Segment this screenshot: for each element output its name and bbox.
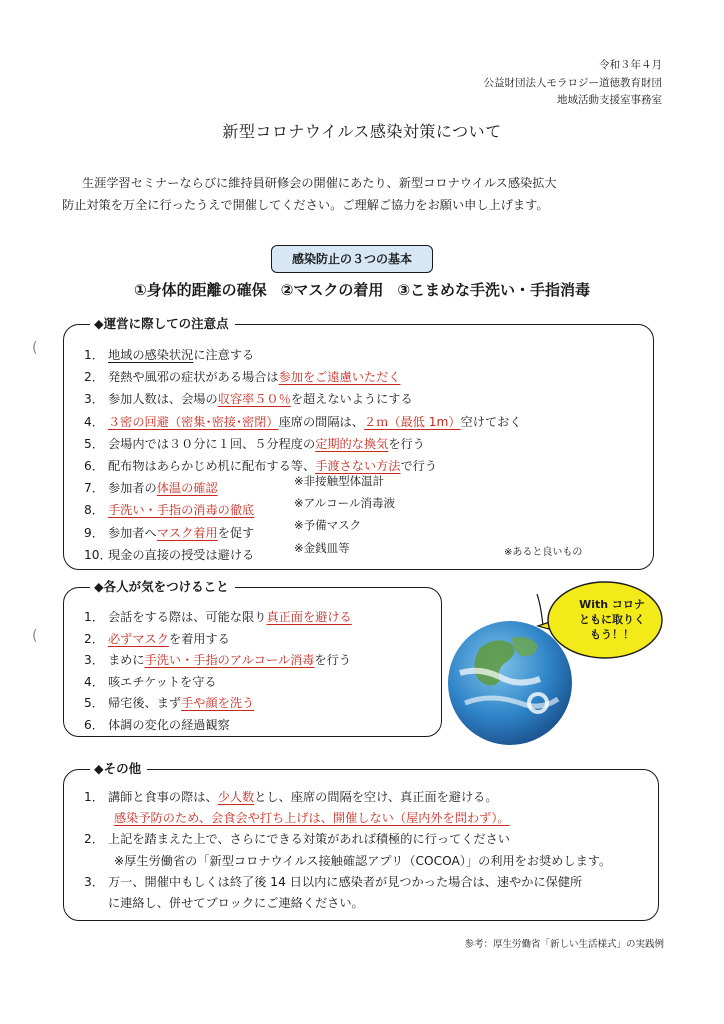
item-text: 上記を踏まえた上で、さらにできる対策があれば積極的に行ってください [108, 832, 510, 847]
note-money-tray: ※金銭皿等 [294, 541, 350, 555]
item-text: ２ｍ（最低 1m） [363, 414, 461, 429]
operation-heading: ◆運営に際しての注意点 [90, 315, 235, 333]
speech-bubble-text: With コロナ ともに取りく もう！！ [579, 598, 645, 641]
basic-handwash: ③こまめな手洗い・手指消毒 [397, 281, 591, 299]
item-text: まめに [108, 653, 145, 667]
note-sanitizer: ※アルコール消毒液 [294, 496, 395, 510]
list-item [84, 872, 582, 892]
personal-heading: ◆各人が気をつけること [90, 578, 235, 596]
item-text: 現金の直接の授受は避ける [108, 547, 255, 562]
page-title: 新型コロナウイルス感染対策について [222, 122, 502, 141]
list-item [84, 523, 254, 543]
item-text: 参加をご遠慮いただく [278, 370, 401, 385]
item-text: で行う [400, 459, 438, 473]
scan-mark: ( [32, 340, 38, 356]
item-number: 10． [84, 547, 112, 562]
list-item [84, 672, 217, 692]
item-text: 会場内では３０分に１回、５分程度の [108, 436, 316, 451]
intro-line-1: 生涯学習セミナーならびに維持員研修会の開催にあたり、新型コロナウイルス感染拡大 [82, 176, 557, 190]
item-text: 咳エチケットを守る [108, 674, 217, 689]
item-number: 2． [84, 631, 104, 646]
item-text: 万一、開催中もしくは終了後 14 日以内に感染者が見つかった場合は、速やかに保健所 [108, 874, 583, 889]
other-heading: ◆その他 [90, 760, 147, 778]
item-text: 地域の感染状況 [108, 348, 194, 362]
item-text: 発熱や風邪の症状がある場合は [108, 370, 279, 385]
item-text: 空けておく [460, 414, 522, 429]
item-text: 少人数 [217, 790, 255, 804]
item-text: を行う [314, 653, 352, 667]
item-text: 会話をする際は、可能な限り [108, 610, 267, 624]
item-text: 必ずマスク [108, 631, 169, 646]
item-text: 体調の変化の経過観察 [108, 717, 230, 732]
item-text: 体温の確認 [156, 481, 218, 496]
item-number: 2． [84, 370, 104, 385]
note-spare-mask: ※予備マスク [294, 518, 362, 532]
item-number: 1． [84, 610, 104, 624]
item-number: 5． [84, 436, 104, 451]
item-number: 6． [84, 717, 104, 732]
item-text: 参加者の [108, 481, 157, 496]
organization-name: 公益財団法人モラロジー道徳教育財団 [483, 77, 662, 89]
item-text: 定期的な換気 [315, 436, 389, 451]
item-number: 3． [84, 874, 104, 889]
item-number: 7． [84, 481, 104, 496]
item-text: 講師と食事の際は、 [108, 790, 218, 804]
list-item [84, 367, 401, 387]
item-number: 6． [84, 459, 104, 473]
item-number: 2． [84, 832, 104, 847]
list-item [108, 893, 364, 913]
list-item [114, 808, 510, 828]
operation-footnote: ※あると良いもの [504, 547, 583, 558]
basics-label-box: 感染防止の３つの基本 [271, 245, 433, 273]
basic-mask: ②マスクの着用 [280, 281, 384, 299]
item-number: 4． [84, 414, 104, 429]
item-text: を行う [388, 436, 425, 451]
item-number: 3． [84, 392, 104, 407]
item-text: 真正面を避ける [266, 610, 352, 624]
list-item [114, 851, 611, 871]
item-number: 8． [84, 503, 104, 518]
item-text: に注意する [193, 348, 255, 362]
reference-note: 参考：厚生労働省「新しい生活様式」の実践例 [464, 939, 664, 950]
item-text: 感染予防のため、会食会や打ち上げは、開催しない（屋内外を問わず）。 [114, 811, 510, 826]
item-number: 3． [84, 653, 104, 667]
item-text: とし、座席の間隔を空け、真正面を避ける。 [254, 790, 498, 804]
basic-distance: ①身体的距離の確保 [133, 281, 267, 299]
item-text: を促す [217, 525, 255, 540]
list-item [84, 693, 254, 713]
list-item [84, 715, 230, 735]
item-text: 参加人数は、会場の [108, 392, 218, 407]
list-item [84, 545, 254, 565]
item-text: 帰宅後、まず [108, 696, 182, 710]
basics-row [0, 279, 724, 300]
item-number: 1． [84, 348, 104, 362]
list-item [84, 345, 254, 365]
item-text: 座席の間隔は、 [278, 414, 364, 429]
item-text: を着用する [168, 631, 230, 646]
item-text: 配布物はあらかじめ机に配布する等、 [108, 459, 316, 473]
list-item [84, 787, 498, 807]
item-text: に連絡し、併せてブロックにご連絡ください。 [108, 896, 364, 910]
item-number: 5． [84, 696, 104, 710]
item-number: 4． [84, 674, 104, 689]
note-thermometer: ※非接触型体温計 [294, 474, 385, 488]
scan-mark: ( [32, 628, 38, 644]
item-text: 手渡さない方法 [315, 459, 401, 473]
list-item [84, 500, 254, 520]
list-item [84, 389, 413, 409]
list-item [84, 650, 351, 670]
list-item [84, 607, 352, 627]
list-item [84, 412, 522, 432]
list-item [84, 629, 230, 649]
item-text: 参加者へ [108, 525, 157, 540]
document-date: 令和３年４月 [599, 59, 662, 71]
item-text: ※厚生労働省の「新型コロナウイルス接触確認アプリ（COCOA）」の利用をお奨めします。 [114, 853, 612, 868]
item-text: 手洗い・手指のアルコール消毒 [144, 653, 315, 667]
list-item [84, 829, 510, 849]
item-text: 手洗い・手指の消毒の徹底 [108, 503, 255, 518]
item-text: 収容率５０％ [217, 392, 291, 407]
list-item [84, 478, 218, 498]
list-item [84, 434, 425, 454]
intro-line-2: 防止対策を万全に行ったうえで開催してください。ご理解ご協力をお願い申し上げます。 [62, 198, 549, 212]
department-name: 地域活動支援室事務室 [557, 94, 662, 106]
item-text: 手や顔を洗う [181, 696, 255, 710]
item-text: を超えないようにする [290, 392, 413, 407]
item-number: 9． [84, 525, 104, 540]
item-number: 1． [84, 790, 104, 804]
item-text: ３密の回避（密集･密接･密閉） [108, 414, 279, 429]
item-text: マスク着用 [156, 525, 218, 540]
